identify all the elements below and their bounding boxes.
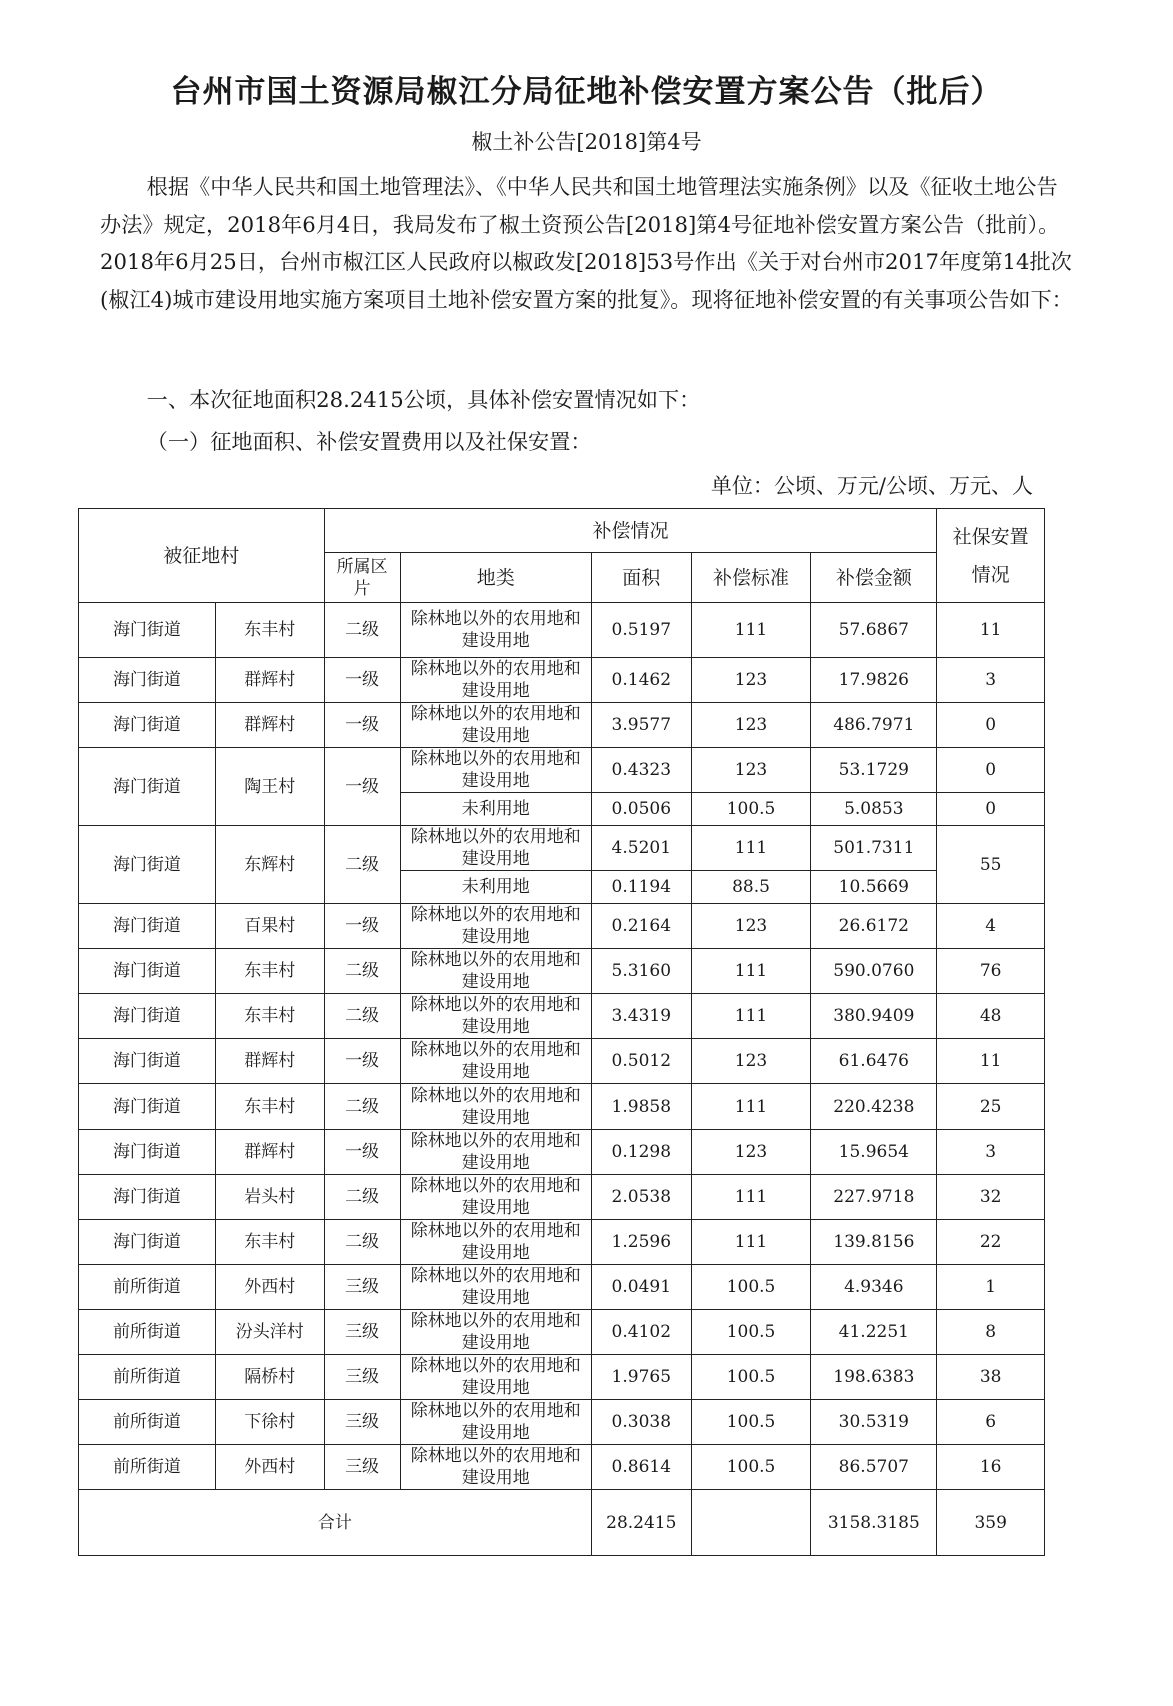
standard: 123 xyxy=(691,748,811,793)
table-row xyxy=(79,994,1045,1039)
social-count: 32 xyxy=(937,1175,1045,1220)
social-count: 22 xyxy=(937,1220,1045,1265)
village: 东丰村 xyxy=(215,603,324,658)
land-type: 除林地以外的农用地和建设用地 xyxy=(400,1310,591,1355)
area: 3.4319 xyxy=(591,994,691,1039)
social-count: 38 xyxy=(937,1355,1045,1400)
table-row xyxy=(79,1084,1045,1130)
zone: 二级 xyxy=(324,1084,400,1130)
village: 东辉村 xyxy=(215,826,324,904)
amount: 26.6172 xyxy=(811,904,937,949)
standard: 100.5 xyxy=(691,1310,811,1355)
table-row xyxy=(79,1400,1045,1445)
street: 海门街道 xyxy=(79,994,216,1039)
social-count: 0 xyxy=(937,703,1045,748)
standard: 111 xyxy=(691,1175,811,1220)
village: 东丰村 xyxy=(215,949,324,994)
area: 0.8614 xyxy=(591,1445,691,1490)
amount: 380.9409 xyxy=(811,994,937,1039)
land-type: 除林地以外的农用地和建设用地 xyxy=(400,1084,591,1130)
land-type: 除林地以外的农用地和建设用地 xyxy=(400,658,591,703)
area: 0.5012 xyxy=(591,1039,691,1084)
zone: 二级 xyxy=(324,1175,400,1220)
village: 群辉村 xyxy=(215,1130,324,1175)
table-row xyxy=(79,748,1045,793)
standard: 111 xyxy=(691,1084,811,1130)
table-row xyxy=(79,949,1045,994)
table-row xyxy=(79,1220,1045,1265)
land-type: 除林地以外的农用地和建设用地 xyxy=(400,603,591,658)
area: 0.4323 xyxy=(591,748,691,793)
social-count: 11 xyxy=(937,603,1045,658)
village: 外西村 xyxy=(215,1265,324,1310)
amount: 10.5669 xyxy=(811,871,937,904)
street: 海门街道 xyxy=(79,826,216,904)
area: 1.2596 xyxy=(591,1220,691,1265)
land-type: 除林地以外的农用地和建设用地 xyxy=(400,1265,591,1310)
area: 5.3160 xyxy=(591,949,691,994)
land-type: 除林地以外的农用地和建设用地 xyxy=(400,1039,591,1084)
table-row xyxy=(79,1265,1045,1310)
zone: 二级 xyxy=(324,1220,400,1265)
amount: 5.0853 xyxy=(811,793,937,826)
village: 群辉村 xyxy=(215,658,324,703)
land-type: 除林地以外的农用地和建设用地 xyxy=(400,826,591,871)
village: 外西村 xyxy=(215,1445,324,1490)
standard: 100.5 xyxy=(691,1445,811,1490)
village: 东丰村 xyxy=(215,1084,324,1130)
land-type: 除林地以外的农用地和建设用地 xyxy=(400,1130,591,1175)
table-row xyxy=(79,904,1045,949)
amount: 4.9346 xyxy=(811,1265,937,1310)
village: 东丰村 xyxy=(215,1220,324,1265)
table-row xyxy=(79,603,1045,658)
standard: 123 xyxy=(691,658,811,703)
social-count: 76 xyxy=(937,949,1045,994)
zone: 二级 xyxy=(324,949,400,994)
village: 下徐村 xyxy=(215,1400,324,1445)
land-type: 除林地以外的农用地和建设用地 xyxy=(400,1175,591,1220)
standard: 111 xyxy=(691,1220,811,1265)
table-row xyxy=(79,1130,1045,1175)
area: 0.5197 xyxy=(591,603,691,658)
header-zone: 所属区片 xyxy=(324,553,400,603)
body-text xyxy=(100,168,1075,318)
standard: 111 xyxy=(691,949,811,994)
header-amount: 补偿金额 xyxy=(811,553,937,603)
social-count: 48 xyxy=(937,994,1045,1039)
amount: 501.7311 xyxy=(811,826,937,871)
land-type: 除林地以外的农用地和建设用地 xyxy=(400,703,591,748)
land-type: 除林地以外的农用地和建设用地 xyxy=(400,1355,591,1400)
page-title: 台州市国土资源局椒江分局征地补偿安置方案公告（批后） xyxy=(170,74,1003,110)
area: 0.0506 xyxy=(591,793,691,826)
amount: 30.5319 xyxy=(811,1400,937,1445)
street: 海门街道 xyxy=(79,1220,216,1265)
street: 海门街道 xyxy=(79,1084,216,1130)
standard: 123 xyxy=(691,1130,811,1175)
land-type: 除林地以外的农用地和建设用地 xyxy=(400,1400,591,1445)
village: 东丰村 xyxy=(215,994,324,1039)
amount: 53.1729 xyxy=(811,748,937,793)
standard: 111 xyxy=(691,994,811,1039)
land-type: 除林地以外的农用地和建设用地 xyxy=(400,994,591,1039)
area: 0.3038 xyxy=(591,1400,691,1445)
area: 0.1298 xyxy=(591,1130,691,1175)
village: 百果村 xyxy=(215,904,324,949)
zone: 二级 xyxy=(324,994,400,1039)
social-count: 3 xyxy=(937,1130,1045,1175)
zone: 三级 xyxy=(324,1355,400,1400)
area: 3.9577 xyxy=(591,703,691,748)
social-count: 16 xyxy=(937,1445,1045,1490)
zone: 三级 xyxy=(324,1400,400,1445)
street: 海门街道 xyxy=(79,1175,216,1220)
header-standard: 补偿标准 xyxy=(691,553,811,603)
area: 1.9858 xyxy=(591,1084,691,1130)
total-amount: 3158.3185 xyxy=(811,1490,937,1556)
standard: 123 xyxy=(691,703,811,748)
village: 岩头村 xyxy=(215,1175,324,1220)
table-row xyxy=(79,1039,1045,1084)
area: 4.5201 xyxy=(591,826,691,871)
zone: 二级 xyxy=(324,826,400,904)
standard: 100.5 xyxy=(691,1400,811,1445)
area: 0.4102 xyxy=(591,1310,691,1355)
table-row xyxy=(79,1310,1045,1355)
amount: 227.9718 xyxy=(811,1175,937,1220)
social-count: 25 xyxy=(937,1084,1045,1130)
zone: 三级 xyxy=(324,1265,400,1310)
land-type: 未利用地 xyxy=(400,793,591,826)
land-type: 未利用地 xyxy=(400,871,591,904)
area: 0.2164 xyxy=(591,904,691,949)
compensation-table xyxy=(78,508,1045,1556)
amount: 41.2251 xyxy=(811,1310,937,1355)
amount: 139.8156 xyxy=(811,1220,937,1265)
header-land-type: 地类 xyxy=(400,553,591,603)
standard: 100.5 xyxy=(691,1355,811,1400)
amount: 220.4238 xyxy=(811,1084,937,1130)
standard: 123 xyxy=(691,904,811,949)
standard: 88.5 xyxy=(691,871,811,904)
land-type: 除林地以外的农用地和建设用地 xyxy=(400,949,591,994)
social-count: 55 xyxy=(937,826,1045,904)
intro-paragraph: 根据《中华人民共和国土地管理法》、《中华人民共和国土地管理法实施条例》以及《征收土地公告办法》规定，2018年6月4日，我局发布了椒土资预公告[2018]第4号征地补偿安置方案公告（批前）。2018年6月25日，台州市椒江区人民政府以椒政发[2018]53号作出《关于对台州市2017年度第14批次(椒江4)城市建设用地实施方案项目土地补偿安置方案的批复》。现将征地补偿安置的有关事项公告如下： xyxy=(100,174,1073,312)
zone: 三级 xyxy=(324,1310,400,1355)
standard: 111 xyxy=(691,603,811,658)
street: 海门街道 xyxy=(79,1039,216,1084)
zone: 一级 xyxy=(324,1039,400,1084)
street: 海门街道 xyxy=(79,603,216,658)
street: 海门街道 xyxy=(79,703,216,748)
village: 群辉村 xyxy=(215,1039,324,1084)
social-count: 8 xyxy=(937,1310,1045,1355)
street: 前所街道 xyxy=(79,1310,216,1355)
social-count: 1 xyxy=(937,1265,1045,1310)
land-type: 除林地以外的农用地和建设用地 xyxy=(400,904,591,949)
village: 汾头洋村 xyxy=(215,1310,324,1355)
header-social-security: 社保安置情况 xyxy=(937,509,1045,603)
amount: 590.0760 xyxy=(811,949,937,994)
street: 海门街道 xyxy=(79,1130,216,1175)
empty-cell xyxy=(691,1490,811,1556)
table-row xyxy=(79,1175,1045,1220)
area: 0.1194 xyxy=(591,871,691,904)
amount: 15.9654 xyxy=(811,1130,937,1175)
social-count: 4 xyxy=(937,904,1045,949)
amount: 86.5707 xyxy=(811,1445,937,1490)
total-area: 28.2415 xyxy=(591,1490,691,1556)
header-area: 面积 xyxy=(591,553,691,603)
social-count: 3 xyxy=(937,658,1045,703)
total-row xyxy=(79,1490,1045,1556)
table-row xyxy=(79,1355,1045,1400)
village: 陶王村 xyxy=(215,748,324,826)
zone: 一级 xyxy=(324,1130,400,1175)
street: 前所街道 xyxy=(79,1400,216,1445)
area: 2.0538 xyxy=(591,1175,691,1220)
street: 前所街道 xyxy=(79,1355,216,1400)
standard: 100.5 xyxy=(691,1265,811,1310)
unit-note: 单位：公顷、万元/公顷、万元、人 xyxy=(710,474,1033,498)
area: 0.1462 xyxy=(591,658,691,703)
social-count: 0 xyxy=(937,748,1045,793)
header-village: 被征地村 xyxy=(79,509,325,603)
zone: 一级 xyxy=(324,748,400,826)
street: 前所街道 xyxy=(79,1445,216,1490)
zone: 一级 xyxy=(324,703,400,748)
land-type: 除林地以外的农用地和建设用地 xyxy=(400,1220,591,1265)
document-number: 椒土补公告[2018]第4号 xyxy=(471,130,702,154)
amount: 198.6383 xyxy=(811,1355,937,1400)
social-count: 11 xyxy=(937,1039,1045,1084)
street: 海门街道 xyxy=(79,658,216,703)
village: 隔桥村 xyxy=(215,1355,324,1400)
land-type: 除林地以外的农用地和建设用地 xyxy=(400,748,591,793)
amount: 17.9826 xyxy=(811,658,937,703)
area: 0.0491 xyxy=(591,1265,691,1310)
section-one-heading: 一、本次征地面积28.2415公顷，具体补偿安置情况如下： xyxy=(146,387,701,412)
table-row xyxy=(79,703,1045,748)
street: 前所街道 xyxy=(79,1265,216,1310)
street: 海门街道 xyxy=(79,949,216,994)
land-type: 除林地以外的农用地和建设用地 xyxy=(400,1445,591,1490)
zone: 二级 xyxy=(324,603,400,658)
header-compensation: 补偿情况 xyxy=(324,509,937,553)
zone: 一级 xyxy=(324,904,400,949)
standard: 123 xyxy=(691,1039,811,1084)
amount: 486.7971 xyxy=(811,703,937,748)
subsection-heading: （一）征地面积、补偿安置费用以及社保安置： xyxy=(146,429,592,454)
zone: 一级 xyxy=(324,658,400,703)
total-social: 359 xyxy=(937,1490,1045,1556)
standard: 111 xyxy=(691,826,811,871)
amount: 57.6867 xyxy=(811,603,937,658)
table-row xyxy=(79,1445,1045,1490)
total-label: 合计 xyxy=(79,1490,592,1556)
amount: 61.6476 xyxy=(811,1039,937,1084)
social-count: 6 xyxy=(937,1400,1045,1445)
village: 群辉村 xyxy=(215,703,324,748)
table-row xyxy=(79,658,1045,703)
table-row xyxy=(79,826,1045,871)
standard: 100.5 xyxy=(691,793,811,826)
street: 海门街道 xyxy=(79,904,216,949)
social-count: 0 xyxy=(937,793,1045,826)
zone: 三级 xyxy=(324,1445,400,1490)
area: 1.9765 xyxy=(591,1355,691,1400)
street: 海门街道 xyxy=(79,748,216,826)
